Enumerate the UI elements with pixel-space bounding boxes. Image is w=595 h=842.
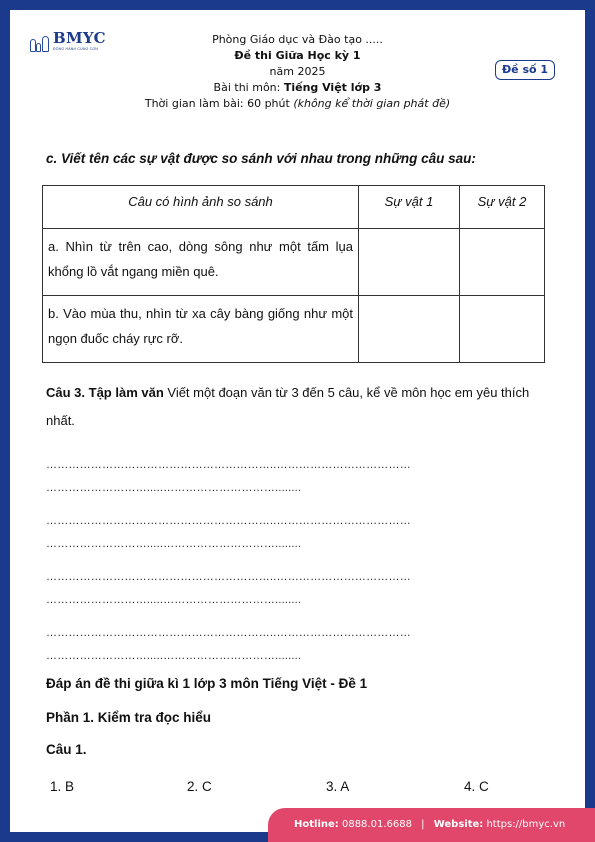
answer-lines[interactable]: [46, 510, 538, 556]
dotted-line: ……………………………………………………..………………………………: [46, 571, 411, 583]
logo-tagline: ĐỒNG HÀNH CÙNG CON: [53, 47, 99, 51]
table-row: [43, 229, 545, 296]
table-header: Sự vật 1: [359, 186, 460, 229]
website-link[interactable]: https://bmyc.vn: [486, 819, 566, 830]
answer-item: 3. A: [326, 779, 350, 794]
thing1-cell[interactable]: [359, 229, 460, 296]
sentence-cell: a. Nhìn từ trên cao, dòng sông như một tấm lụa khổng lồ vắt ngang miền quê.: [43, 229, 359, 296]
dotted-line: ……………………….....…………………………........: [46, 594, 302, 606]
table-header: Sự vật 2: [460, 186, 545, 229]
time-limit: Thời gian làm bài: 60 phút: [144, 97, 294, 110]
time-note: (không kể thời gian phát đề): [293, 97, 451, 110]
exam-page: [10, 10, 585, 832]
answer-lines[interactable]: [46, 454, 538, 500]
exam-number-badge: Đề số 1: [495, 60, 555, 80]
dotted-line: ……………………….....…………………………........: [46, 650, 302, 662]
department-line: Phòng Giáo dục và Đào tạo .....: [212, 33, 383, 46]
table-row: [43, 296, 545, 363]
question1-heading: Câu 1.: [46, 742, 87, 757]
exam-year: năm 2025: [269, 65, 326, 78]
hotline-label: Hotline:: [294, 819, 339, 830]
exam-title: Đề thi Giữa Học kỳ 1: [234, 49, 361, 62]
dotted-line: ……………………….....…………………………........: [46, 482, 302, 494]
answer-item: 1. B: [50, 779, 75, 794]
answer-item: 2. C: [187, 779, 212, 794]
comparison-table: [42, 185, 545, 363]
thing1-cell[interactable]: [359, 296, 460, 363]
subject-name: Tiếng Việt lớp 3: [283, 81, 382, 94]
table-header-row: [43, 186, 545, 229]
website-label: Website:: [433, 819, 484, 830]
subject-prefix: Bài thi môn:: [213, 81, 284, 94]
essay-question: [46, 379, 546, 435]
part1-heading: Phần 1. Kiểm tra đọc hiểu: [46, 710, 212, 725]
answer-lines[interactable]: [46, 622, 538, 668]
dotted-line: ……………………………………………………..………………………………: [46, 459, 411, 471]
sentence-cell: b. Vào mùa thu, nhìn từ xa cây bàng giống như một ngọn đuốc cháy rực rỡ.: [43, 296, 359, 363]
logo-text: BMYC: [53, 29, 106, 47]
contact-footer: [268, 808, 595, 842]
essay-label: Câu 3. Tập làm văn: [46, 385, 164, 400]
hotline-number[interactable]: 0888.01.6688: [341, 819, 412, 830]
dotted-line: ……………………………………………………..………………………………: [46, 515, 411, 527]
answer-lines[interactable]: [46, 566, 538, 612]
table-header: Câu có hình ảnh so sánh: [43, 186, 359, 229]
essay-text: Viết một đoạn văn từ 3 đến 5 câu, kể về môn học em yêu thích nhất.: [46, 385, 530, 428]
thing2-cell[interactable]: [460, 296, 545, 363]
question-c-heading: c. Viết tên các sự vật được so sánh với nhau trong những câu sau:: [46, 151, 476, 166]
answer-item: 4. C: [464, 779, 489, 794]
answer-key-title: Đáp án đề thi giữa kì 1 lớp 3 môn Tiếng Việt - Đề 1: [46, 676, 368, 691]
dotted-line: ……………………….....…………………………........: [46, 538, 302, 550]
dotted-line: ……………………………………………………..………………………………: [46, 627, 411, 639]
thing2-cell[interactable]: [460, 229, 545, 296]
footer-separator: |: [421, 819, 425, 830]
